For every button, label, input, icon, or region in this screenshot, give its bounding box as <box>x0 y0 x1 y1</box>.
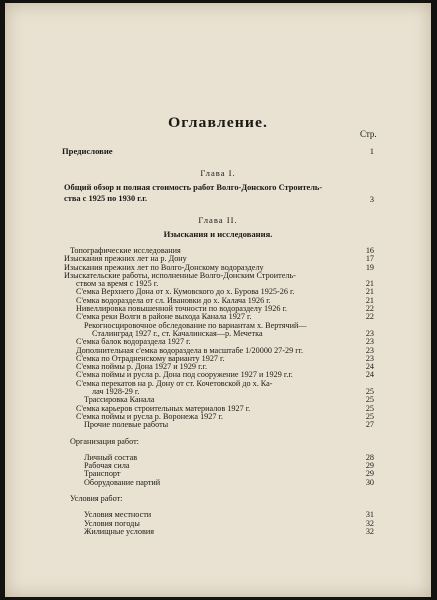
toc-entry-text: Изыскания прежних лет на р. Дону <box>64 254 187 264</box>
toc-entry-text: ством за время с 1925 г. <box>76 279 159 289</box>
toc-entry-text: Дополнительная с'емка водораздела в масштабе 1/20000 27-29 гг. <box>76 345 304 355</box>
page-column-label: Стр. <box>360 129 377 139</box>
toc-entry-text: Топографические исследования <box>70 246 181 255</box>
toc-entry-page: 21 <box>365 287 374 297</box>
toc-entry-text: Транспорт <box>84 469 121 479</box>
toc-entry-page: 19 <box>365 262 374 272</box>
toc-entry-text: Условия работ: <box>70 494 123 504</box>
toc-entry-text: Прочие полевые работы <box>84 420 169 430</box>
toc-entry-text: С'емка перекатов на р. Дону от ст. Кочетовской до х. Ка- <box>76 378 273 388</box>
toc-entry-page: 30 <box>365 477 374 487</box>
toc-entry-text: лач 1928-29 г. <box>92 387 140 397</box>
toc-entry-page: 27 <box>365 420 374 430</box>
chapter1-title-line2: ства с 1925 по 1930 г.г. <box>64 194 148 203</box>
toc-entry-page: 21 <box>365 295 374 305</box>
toc-entry <box>64 495 374 503</box>
toc-entry <box>64 528 374 536</box>
toc-entry-page: 32 <box>365 526 374 536</box>
toc-entry-text: С'емка карьеров строительных материалов 1927 г. <box>76 403 251 413</box>
toc-entry-page: 23 <box>365 337 374 347</box>
toc-entry-text: С'емка реки Волги в районе выхода Канала 1927 г. <box>76 312 252 322</box>
toc-entry-text: С'емка по Отрадненскому варианту 1927 г. <box>76 353 225 363</box>
toc-entry-text: Изыскания прежних лет по Волго-Донскому водоразделу <box>64 262 264 272</box>
chapter1-heading: Глава I. <box>200 168 236 178</box>
toc-entry-text: Сталинград 1927 г., ст. Качалинская—р. Мечетка <box>92 328 263 338</box>
toc-entry-page: 25 <box>365 411 374 421</box>
chapter1-page: 3 <box>369 194 374 204</box>
toc-entry-page: 28 <box>365 452 374 462</box>
document-page <box>5 3 431 597</box>
toc-entry-text: Условия местности <box>84 510 152 520</box>
toc-entry-page: 17 <box>365 254 374 264</box>
toc-entry-page: 25 <box>365 395 374 405</box>
toc-entry-page: 22 <box>365 312 374 322</box>
toc-entry-page: 22 <box>365 304 374 314</box>
toc-entry-text: Трассировка Канала <box>84 395 155 405</box>
toc-entry-page: 21 <box>365 279 374 289</box>
page-title: Оглавление. <box>167 115 269 131</box>
toc-entry-page: 24 <box>365 362 374 372</box>
toc-entry-page: 24 <box>365 370 374 380</box>
toc-entry-text: Изыскательские работы, исполненные Волго-Донским Строитель- <box>64 270 296 280</box>
table-of-contents <box>64 247 374 536</box>
toc-entry-text: С'емка Верхнего Дона от х. Кумовского до х. Бурова 1925-26 г. <box>76 287 295 297</box>
preface-page: 1 <box>369 146 374 156</box>
toc-entry-text: Оборудование партий <box>84 477 161 487</box>
toc-entry-page: 25 <box>365 403 374 413</box>
toc-entry <box>64 479 374 487</box>
toc-entry-text: С'емка балок водораздела 1927 г. <box>76 337 191 347</box>
toc-entry-page: 16 <box>365 246 374 255</box>
toc-entry-text: Личный состав <box>84 452 138 462</box>
toc-entry-page: 23 <box>365 345 374 355</box>
toc-entry-text: Жилищные условия <box>84 526 154 536</box>
preface-label: Предисловие <box>62 146 113 156</box>
toc-entry-page: 25 <box>365 387 374 397</box>
toc-entry-page: 23 <box>365 353 374 363</box>
toc-entry-text: Рабочая сила <box>84 461 130 471</box>
toc-entry-page: 32 <box>365 518 374 528</box>
toc-entry-text: С'емка поймы и русла р. Дона под сооружение 1927 и 1929 г.г. <box>76 370 293 380</box>
chapter2-title: Изыскания и исследования. <box>163 229 273 239</box>
toc-entry-text: С'емка поймы и русла р. Воронежа 1927 г. <box>76 411 223 421</box>
chapter1-title-line1: Общий обзор и полная стоимость работ Волго-Донского Строитель- <box>64 183 323 192</box>
toc-entry <box>64 438 374 446</box>
toc-entry <box>64 421 374 429</box>
toc-entry-page: 29 <box>365 461 374 471</box>
toc-entry-page: 23 <box>365 328 374 338</box>
toc-entry-text: С'емка водораздела от сл. Ивановки до х. Калача 1926 г. <box>76 295 271 305</box>
toc-entry-text: Рекогносцировочное обследование по вариантам х. Вертячий— <box>84 320 307 330</box>
chapter2-heading: Глава II. <box>198 215 238 225</box>
toc-entry-page: 29 <box>365 469 374 479</box>
toc-entry-text: Нивеллировка повышенной точности по водоразделу 1926 г. <box>76 304 287 314</box>
toc-entry-text: Условия погоды <box>84 518 140 528</box>
toc-entry-page: 31 <box>365 510 374 520</box>
toc-entry-text: Организация работ: <box>70 436 139 446</box>
toc-entry-text: С'емка поймы р. Дона 1927 и 1929 г.г. <box>76 362 208 372</box>
